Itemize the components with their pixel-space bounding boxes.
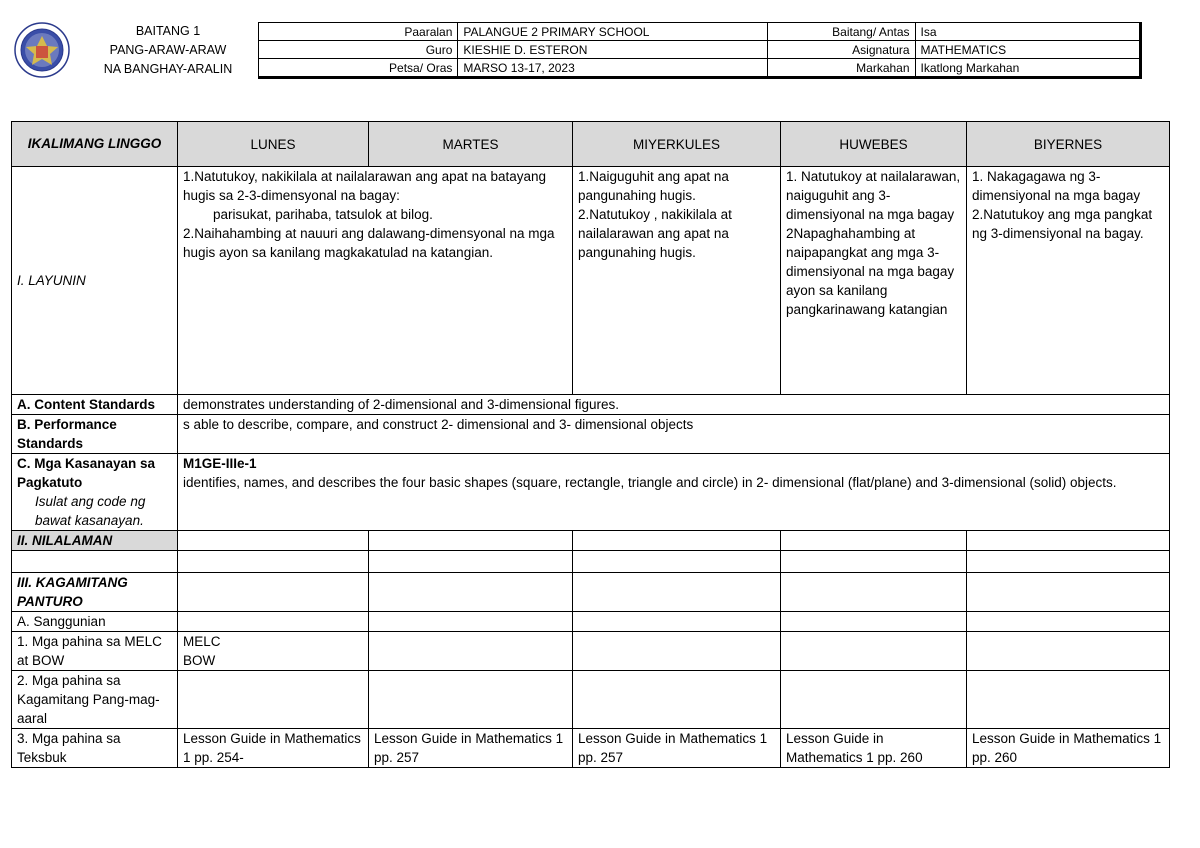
empty-cell (573, 671, 781, 729)
teksbuk-label: 3. Mga pahina sa Teksbuk (12, 729, 178, 768)
markahan-value: Ikatlong Markahan (915, 59, 1140, 78)
performance-standards-row (12, 415, 1170, 454)
lesson-plan-title (78, 22, 258, 79)
markahan-label: Markahan (767, 59, 915, 78)
empty-cell (573, 551, 781, 573)
kagamitang-label: III. KAGAMITANG PANTURO (12, 573, 178, 612)
kagamitan-row (12, 671, 1170, 729)
performance-standards-text: s able to describe, compare, and construct 2- dimensional and 3- dimensional objects (178, 415, 1170, 454)
empty-cell (369, 573, 573, 612)
empty-cell (967, 573, 1170, 612)
layunin-lm-line-2: parisukat, parihaba, tatsulok at bilog. (213, 207, 433, 222)
empty-cell (967, 531, 1170, 551)
kasanayan-label: C. Mga Kasanayan sa Pagkatuto (17, 456, 156, 490)
empty-cell (369, 551, 573, 573)
teksbuk-miyerkules: Lesson Guide in Mathematics 1 pp. 257 (573, 729, 781, 768)
melc-row (12, 632, 1170, 671)
bow-value: BOW (183, 653, 216, 668)
empty-cell (178, 551, 369, 573)
baitang-value: Isa (915, 23, 1140, 41)
kasanayan-text: identifies, names, and describes the four basic shapes (square, rectangle, triangle and circle) in 2- dimensional (flat/plane) and 3-dimensional (solid) objects. (183, 475, 1117, 490)
day-lunes: LUNES (178, 122, 369, 167)
school-info-table (258, 22, 1142, 79)
deped-seal-logo (14, 22, 70, 78)
layunin-miy-line-2: 2.Natutukoy , nakikilala at nailalarawan ang apat na pangunahing hugis. (578, 207, 732, 260)
content-standards-label: A. Content Standards (12, 395, 178, 415)
empty-cell (573, 531, 781, 551)
layunin-lm-line-1: 1.Natutukoy, nakikilala at nailalarawan ang apat na batayang hugis sa 2-3-dimensyonal na bagay: (183, 169, 546, 203)
empty-cell (369, 632, 573, 671)
layunin-row (12, 167, 1170, 395)
layunin-miy-line-1: 1.Naiguguhit ang apat na pangunahing hugis. (578, 169, 729, 203)
layunin-biy-line-2: 2.Natutukoy ang mga pangkat ng 3-dimensiyonal na bagay. (972, 207, 1153, 241)
nilalaman-row (12, 531, 1170, 551)
empty-cell (178, 531, 369, 551)
kagamitang-row (12, 573, 1170, 612)
layunin-huw-line-1: 1. Natutukoy at nailalarawan, naiguguhit ang 3-dimensiyonal na mga bagay (786, 169, 961, 222)
layunin-label: I. LAYUNIN (12, 167, 178, 395)
empty-cell (573, 632, 781, 671)
empty-cell (781, 573, 967, 612)
melc-value: MELC (183, 634, 221, 649)
day-miyerkules: MIYERKULES (573, 122, 781, 167)
empty-cell (967, 671, 1170, 729)
empty-cell (967, 632, 1170, 671)
layunin-huw-line-2: 2Napaghahambing at naipapangkat ang mga 3-dimensiyonal na mga bagay ayon sa kanilang pangkarinawang katangian (786, 226, 955, 317)
layunin-lunes-martes (178, 167, 573, 395)
kagamitan-label: 2. Mga pahina sa Kagamitang Pang-mag-aaral (12, 671, 178, 729)
empty-cell (369, 671, 573, 729)
day-huwebes: HUWEBES (781, 122, 967, 167)
asignatura-label: Asignatura (767, 41, 915, 59)
info-row (259, 23, 1141, 41)
kasanayan-note: Isulat ang code ng bawat kasanayan. (35, 494, 146, 528)
asignatura-value: MATHEMATICS (915, 41, 1140, 59)
petsa-value: MARSO 13-17, 2023 (458, 59, 767, 78)
empty-cell (178, 671, 369, 729)
performance-standards-label: B. Performance Standards (12, 415, 178, 454)
guro-label: Guro (259, 41, 458, 59)
empty-cell (573, 573, 781, 612)
content-standards-row (12, 395, 1170, 415)
empty-cell (12, 551, 178, 573)
title-line-3: NA BANGHAY-ARALIN (103, 62, 233, 76)
lesson-plan-table (11, 121, 1170, 768)
title-line-1: BAITANG 1 (135, 24, 201, 38)
layunin-lm-line-3: 2.Naihahambing at nauuri ang dalawang-dimensyonal na mga hugis ayon sa kanilang magkakatulad na katangian. (183, 226, 555, 260)
paaralan-label: Paaralan (259, 23, 458, 41)
kasanayan-code: M1GE-IIIe-1 (183, 456, 257, 471)
nilalaman-label: II. NILALAMAN (12, 531, 178, 551)
info-row (259, 59, 1141, 78)
teksbuk-huwebes: Lesson Guide in Mathematics 1 pp. 260 (781, 729, 967, 768)
empty-cell (781, 632, 967, 671)
empty-cell (781, 551, 967, 573)
teksbuk-lunes: Lesson Guide in Mathematics 1 pp. 254- (178, 729, 369, 768)
empty-cell (369, 531, 573, 551)
day-biyernes: BIYERNES (967, 122, 1170, 167)
empty-cell (178, 573, 369, 612)
layunin-miyerkules (573, 167, 781, 395)
kasanayan-label-cell (12, 454, 178, 531)
empty-cell (369, 612, 573, 632)
petsa-label: Petsa/ Oras (259, 59, 458, 78)
paaralan-value: PALANGUE 2 PRIMARY SCHOOL (458, 23, 767, 41)
teksbuk-row (12, 729, 1170, 768)
spacer-row (12, 551, 1170, 573)
kasanayan-row (12, 454, 1170, 531)
layunin-biy-line-1: 1. Nakagagawa ng 3-dimensiyonal na mga bagay (972, 169, 1141, 203)
teksbuk-martes: Lesson Guide in Mathematics 1 pp. 257 (369, 729, 573, 768)
empty-cell (178, 612, 369, 632)
layunin-biyernes (967, 167, 1170, 395)
title-line-2: PANG-ARAW-ARAW (109, 43, 227, 57)
guro-value: KIESHIE D. ESTERON (458, 41, 767, 59)
melc-label: 1. Mga pahina sa MELC at BOW (12, 632, 178, 671)
content-standards-text: demonstrates understanding of 2-dimensional and 3-dimensional figures. (178, 395, 1170, 415)
empty-cell (967, 612, 1170, 632)
empty-cell (781, 671, 967, 729)
empty-cell (781, 612, 967, 632)
sanggunian-label: A. Sanggunian (12, 612, 178, 632)
empty-cell (967, 551, 1170, 573)
table-header-row (12, 122, 1170, 167)
kasanayan-content (178, 454, 1170, 531)
week-label: IKALIMANG LINGGO (12, 122, 178, 167)
empty-cell (781, 531, 967, 551)
baitang-label: Baitang/ Antas (767, 23, 915, 41)
sanggunian-row (12, 612, 1170, 632)
empty-cell (573, 612, 781, 632)
info-row (259, 41, 1141, 59)
melc-values (178, 632, 369, 671)
layunin-huwebes (781, 167, 967, 395)
day-martes: MARTES (369, 122, 573, 167)
teksbuk-biyernes: Lesson Guide in Mathematics 1 pp. 260 (967, 729, 1170, 768)
